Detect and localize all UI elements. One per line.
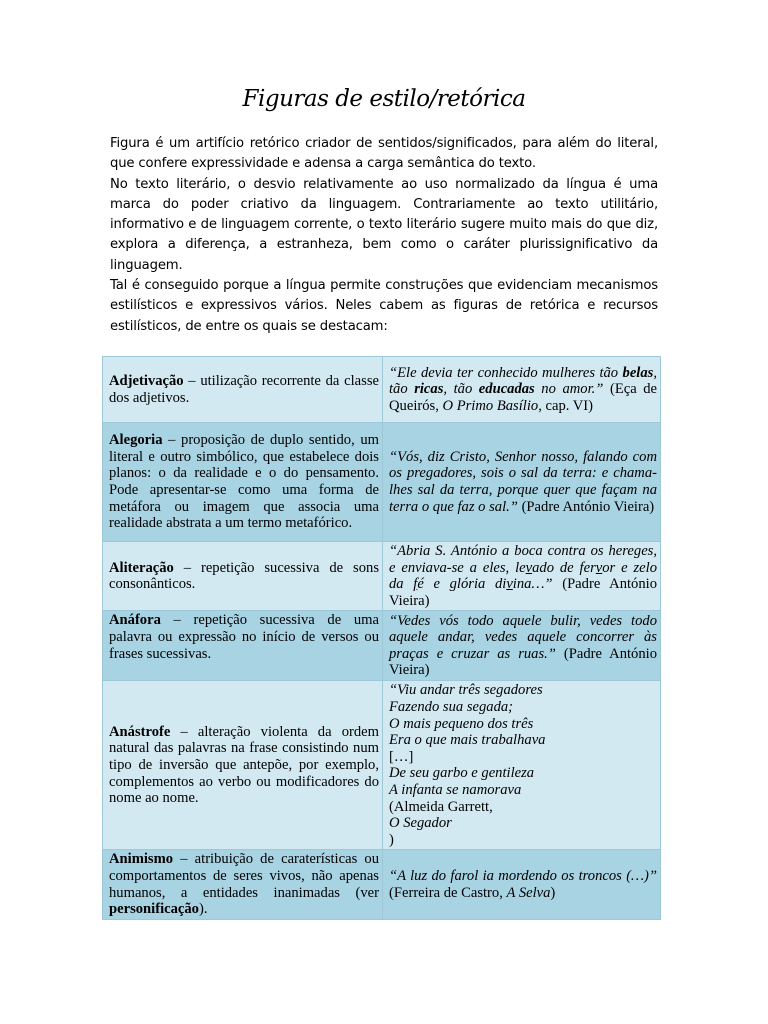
quote-source-end: , cap. VI) xyxy=(538,397,594,414)
quote-source-end: ) xyxy=(550,884,556,901)
table-row xyxy=(103,423,661,542)
quote-underlined: v xyxy=(595,559,603,576)
quote-text: é e glória di xyxy=(417,576,507,593)
figure-definition-bold: personificação xyxy=(109,901,199,918)
quote-source: (Ferreira de Castro, xyxy=(389,884,507,901)
example-cell xyxy=(383,611,661,681)
quote-source: (Padre António Vieira) xyxy=(389,645,657,679)
poem-line: A infanta se namorava xyxy=(389,781,522,798)
poem-line: “Viu andar três segadores xyxy=(389,682,543,699)
figure-definition: – repetição sucessiva de sons consonânticos. xyxy=(109,559,379,593)
quote-underlined: v xyxy=(525,559,533,576)
definition-cell xyxy=(103,357,383,423)
figure-definition: – repetição sucessiva de uma palavra ou expressão no início de versos ou frases sucessivas. xyxy=(109,612,379,662)
table-row xyxy=(103,850,661,919)
quote-text: “A luz do farol ia mordendo os troncos (…)” xyxy=(389,867,657,884)
figure-definition: – utilização recorrente da classe dos adjetivos. xyxy=(109,372,379,406)
example-cell xyxy=(383,542,661,611)
page-title: Figuras de estilo/retórica xyxy=(242,86,526,112)
poem-line: Fazendo sua segada; xyxy=(389,698,514,715)
example-cell xyxy=(383,681,661,850)
definition-cell xyxy=(103,681,383,850)
quote-text: “Ele devia ter conhecido mulheres tão xyxy=(389,364,623,381)
figure-term: Alegoria xyxy=(109,432,163,449)
intro-paragraph: No texto literário, o desvio relativamente ao uso normalizado da língua é uma marca do poder criativo da linguagem. Contrariamente ao texto utilitário, informativo e de linguagem corrente, o texto literário sugere muito mais do que diz, explora a diferença, a estranheza, bem como o caráter plurissignificativo da linguagem. xyxy=(110,176,658,273)
quote-text: , tão xyxy=(443,381,479,398)
table-row xyxy=(103,357,661,423)
quote-text: no amor.” xyxy=(534,381,604,398)
figure-term: Aliteração xyxy=(109,559,174,576)
quote-source: (Eça de Queirós, xyxy=(389,381,658,414)
definition-cell xyxy=(103,850,383,919)
quote-source-line xyxy=(389,799,657,849)
example-cell xyxy=(383,423,661,542)
quote-text: ado de fer xyxy=(532,559,596,576)
figure-term: Animismo xyxy=(109,851,174,868)
quote-bold: educadas xyxy=(478,381,535,398)
figure-definition: – alteração violenta da ordem natural das palavras na frase consistindo num tipo de inversão que antepõe, por exemplo, complementos ao verbo ou modificadores do nome ao nome. xyxy=(109,723,379,807)
poem-line: Era o que mais trabalhava xyxy=(389,732,546,749)
figure-definition-end: ). xyxy=(198,901,208,918)
quote-text: “Vedes vós todo aquele bulir, vedes todo aquele andar, vedes aquele concorrer às praças e cruzar as ruas.” xyxy=(389,612,657,662)
quote-text: or e zelo da xyxy=(389,559,657,593)
example-cell xyxy=(383,850,661,919)
quote-underlined: v xyxy=(506,576,513,593)
quote-source-work: O Segador xyxy=(389,815,452,832)
definition-cell xyxy=(103,611,383,681)
example-cell xyxy=(383,357,661,423)
figure-definition: – proposição de duplo sentido, um literal e outro simbólico, que estabelece dois planos: o da realidade e o do pensamento. Pode apresentar-se como uma forma de metáfora ou imagem que associa uma realidade abstrata a um termo metafórico. xyxy=(109,432,379,532)
figure-term: Anástrofe xyxy=(109,723,171,740)
quote-bold: ricas xyxy=(414,381,444,398)
quote-source: (Padre António Vieira) xyxy=(517,498,655,515)
quote-underlined: f xyxy=(413,576,418,593)
quote-text: ina…” xyxy=(512,576,553,593)
definition-cell xyxy=(103,542,383,611)
quote-text: “Vós, diz Cristo, Senhor nosso, falando com os pregadores, sois o sal da terra: e chama-lhes sal da terra, porque quer que façam na terra o que faz o sal.” xyxy=(389,448,657,515)
figures-table xyxy=(102,356,661,920)
intro-paragraph: Figura é um artifício retórico criador de sentidos/significados, para além do literal, que confere expressividade e adensa a carga semântica do texto. xyxy=(110,136,658,172)
quote-source-work: O Primo Basílio xyxy=(442,397,539,414)
quote-source: (Padre António Vieira) xyxy=(389,576,657,609)
figure-term: Anáfora xyxy=(109,612,161,629)
intro-paragraph: Tal é conseguido porque a língua permite construções que evidenciam mecanismos estilísticos e expressivos vários. Neles cabem as figuras de retórica e recursos estilísticos, de entre os quais se destacam: xyxy=(110,278,658,334)
figure-definition: – atribuição de caraterísticas ou comportamentos de seres vivos, não apenas humanos, a entidades inanimadas (ver xyxy=(109,851,379,901)
definition-cell xyxy=(103,423,383,542)
poem-line: […] xyxy=(389,748,414,765)
table-row xyxy=(103,542,661,611)
quote-text: “Abria S. António a boca contra os hereges, e enviava-se a eles, le xyxy=(389,543,657,576)
figure-term: Adjetivação xyxy=(109,372,184,389)
quote-source-end: ) xyxy=(389,831,394,848)
quote-bold: belas xyxy=(622,364,654,381)
intro-text xyxy=(110,134,658,337)
poem-line: De seu garbo e gentileza xyxy=(389,765,535,782)
quote-text: , tão xyxy=(389,364,657,398)
poem-line: O mais pequeno dos três xyxy=(389,715,534,732)
table-row xyxy=(103,611,661,681)
table-row xyxy=(103,681,661,850)
quote-source-work: A Selva xyxy=(506,884,551,901)
quote-source: (Almeida Garrett, xyxy=(389,798,493,815)
